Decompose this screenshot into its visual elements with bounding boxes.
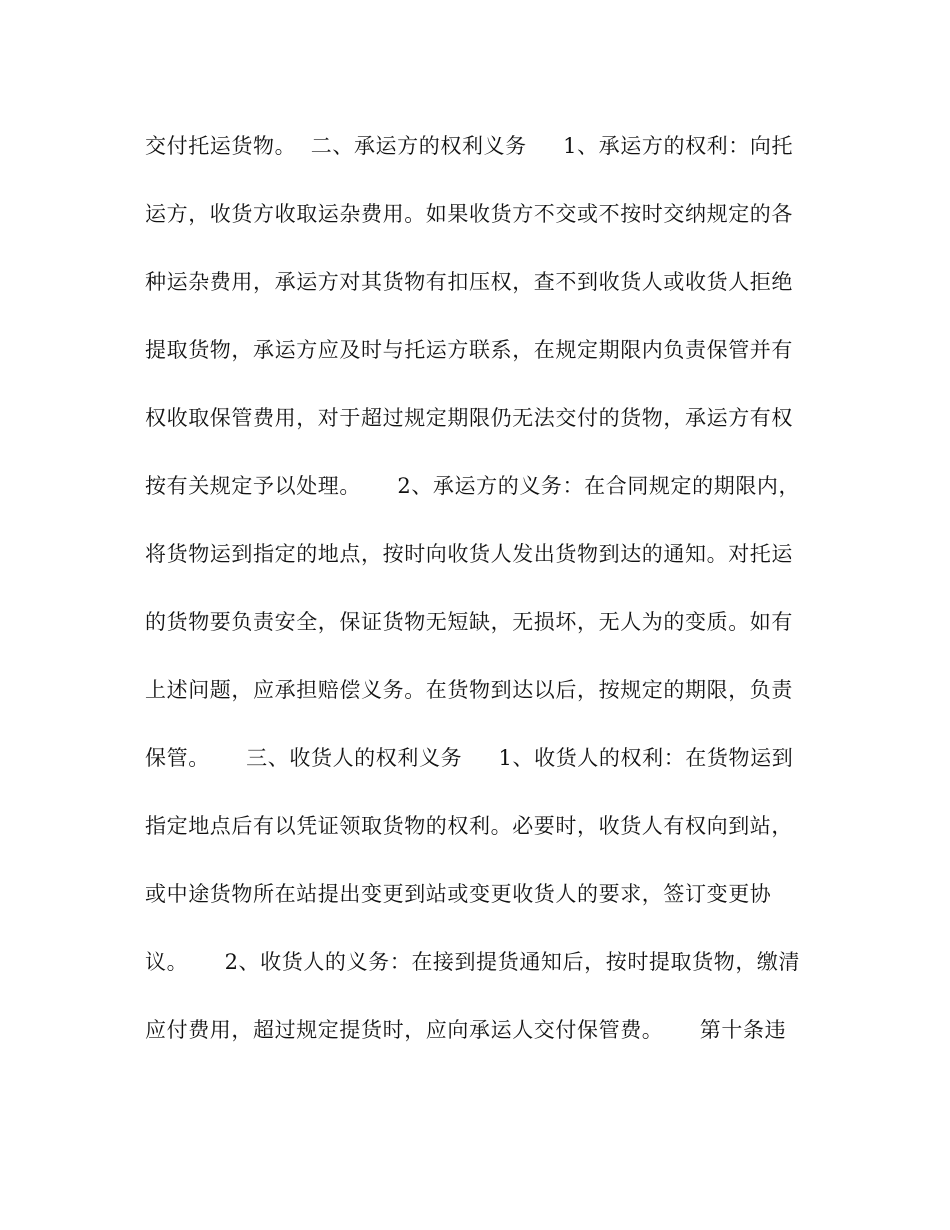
text-line: 将货物运到指定的地点，按时向收货人发出货物到达的通知。对托运 [145,542,793,566]
text-line: 提取货物，承运方应及时与托运方联系，在规定期限内负责保管并有 [145,338,793,362]
text-line: 保管。 三、收货人的权利义务 1、收货人的权利：在货物运到 [145,746,794,770]
text-line: 应付费用，超过规定提货时，应向承运人交付保管费。 第十条违 [145,1018,787,1042]
text-line: 按有关规定予以处理。 2、承运方的义务：在合同规定的期限内， [145,474,801,498]
body-text [145,120,825,1072]
text-line: 或中途货物所在站提出变更到站或变更收货人的要求，签订变更协 [145,882,772,906]
text-line: 运方，收货方收取运杂费用。如果收货方不交或不按时交纳规定的各 [145,202,793,226]
text-line: 交付托运货物。 二、承运方的权利义务 1、承运方的权利：向托 [145,134,794,158]
text-line: 的货物要负责安全，保证货物无短缺，无损坏，无人为的变质。如有 [145,610,793,634]
text-line: 权收取保管费用，对于超过规定期限仍无法交付的货物，承运方有权 [145,406,793,430]
text-line: 指定地点后有以凭证领取货物的权利。必要时，收货人有权向到站， [145,814,793,838]
text-line: 种运杂费用，承运方对其货物有扣压权，查不到收货人或收货人拒绝 [145,270,793,294]
text-line: 上述问题，应承担赔偿义务。在货物到达以后，按规定的期限，负责 [145,678,793,702]
text-line: 议。 2、收货人的义务：在接到提货通知后，按时提取货物，缴清 [145,950,801,974]
